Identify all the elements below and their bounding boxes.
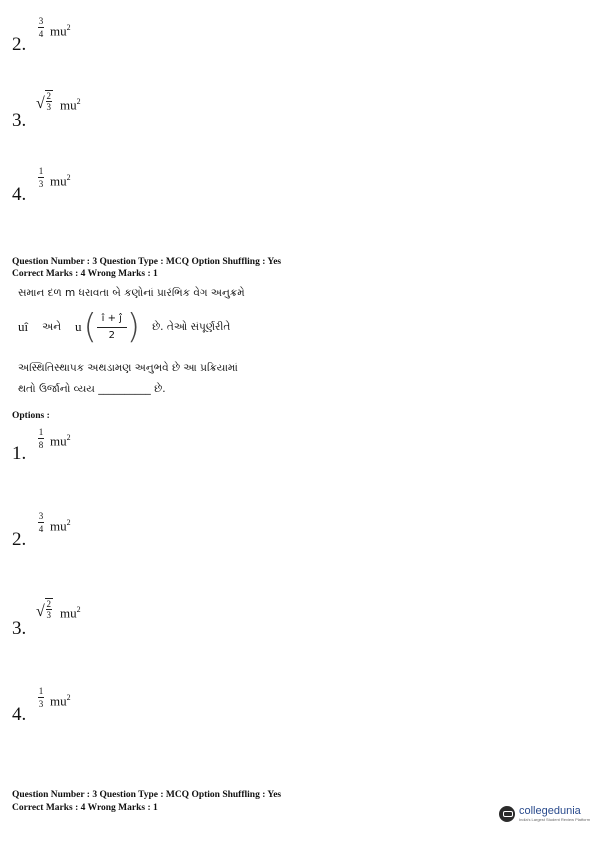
question-meta-line-2: Correct Marks : 4 Wrong Marks : 1	[12, 269, 158, 279]
velocity-u: u	[18, 319, 25, 334]
fraction	[38, 511, 44, 534]
question-meta-line-1: Question Number : 3 Question Type : MCQ Option Shuffling : Yes	[12, 257, 282, 267]
option-number: 2.	[12, 34, 27, 55]
and-word: અને	[42, 321, 62, 333]
term: mu	[50, 23, 67, 39]
power: 2	[66, 173, 71, 182]
option-number: 1.	[12, 443, 27, 464]
question-text-line-2	[18, 307, 231, 347]
next-question-meta-line-2: Correct Marks : 4 Wrong Marks : 1	[12, 803, 158, 813]
student-mascot-icon	[499, 806, 515, 822]
denominator: 3	[46, 610, 52, 620]
mu-term	[50, 173, 71, 189]
denominator: 2	[108, 329, 115, 341]
vector-fraction	[97, 313, 127, 342]
radicand	[45, 90, 53, 112]
fraction	[38, 166, 44, 189]
radical-sign: √	[36, 95, 45, 112]
term: mu	[50, 433, 67, 449]
power: 2	[66, 693, 71, 702]
unit-vector-i: î	[24, 319, 29, 334]
fraction-bar	[38, 27, 44, 28]
option-number: 3.	[12, 618, 27, 639]
term: mu	[50, 518, 67, 534]
numerator: 2	[46, 91, 52, 101]
numerator: 2	[46, 599, 52, 609]
question-text-tail: છે. તેઓ સંપૂર્ણરીતે	[152, 321, 231, 333]
denominator: 3	[46, 102, 52, 112]
term: mu	[50, 173, 67, 189]
term: mu	[50, 693, 67, 709]
option-number: 2.	[12, 529, 27, 550]
logo-tagline: India's Largest Student Review Platform	[519, 817, 591, 822]
question-text-line-1: સમાન દળ m ધરાવતા બે કણોનાં પ્રારંભિક વેગ અનુક્રમે	[18, 287, 245, 299]
fraction-bar	[97, 327, 127, 328]
radicand	[45, 598, 53, 620]
question-text-line-4: થતો ઉર્જાનો વ્યય __________ છે.	[18, 383, 166, 395]
denominator: 4	[38, 29, 44, 39]
square-root	[36, 90, 53, 112]
option-number: 4.	[12, 184, 27, 205]
fraction-bar	[38, 177, 44, 178]
power: 2	[76, 97, 81, 106]
option-number: 3.	[12, 110, 27, 131]
logo-text	[519, 805, 590, 822]
power: 2	[66, 518, 71, 527]
fraction	[38, 686, 44, 709]
numerator: 1	[38, 686, 44, 696]
fraction	[38, 427, 44, 450]
numerator: 1	[38, 427, 44, 437]
square-root	[36, 598, 53, 620]
denominator: 3	[38, 179, 44, 189]
radical-sign: √	[36, 603, 45, 620]
options-label: Options :	[12, 411, 50, 421]
mu-term	[60, 97, 81, 113]
mu-term	[50, 433, 71, 449]
denominator: 3	[38, 699, 44, 709]
option-number: 4.	[12, 704, 27, 725]
mu-term	[50, 693, 71, 709]
fraction-bar	[38, 697, 44, 698]
next-question-meta-line-1: Question Number : 3 Question Type : MCQ Option Shuffling : Yes	[12, 790, 282, 800]
fraction-bar	[38, 438, 44, 439]
power: 2	[76, 605, 81, 614]
denominator: 4	[38, 524, 44, 534]
vector-expression	[83, 307, 141, 347]
mu-term	[50, 23, 71, 39]
term: mu	[60, 605, 77, 621]
left-paren: (	[83, 307, 97, 347]
collegedunia-logo	[499, 805, 590, 822]
question-text-line-3: અસ્થિતિસ્થાપક અથડામણ અનુભવે છે આ પ્રક્રિયામાં	[18, 362, 238, 374]
numerator: 3	[38, 511, 44, 521]
velocity-u-2: u	[75, 319, 82, 334]
power: 2	[66, 433, 71, 442]
numerator: î + ĵ	[101, 312, 122, 324]
denominator: 8	[38, 440, 44, 450]
fraction-bar	[38, 522, 44, 523]
fraction	[38, 16, 44, 39]
numerator: 3	[38, 16, 44, 26]
right-paren: )	[126, 307, 141, 347]
term: mu	[60, 97, 77, 113]
logo-wordmark: collegedunia	[519, 805, 581, 817]
mu-term	[60, 605, 81, 621]
power: 2	[66, 23, 71, 32]
mu-term	[50, 518, 71, 534]
numerator: 1	[38, 166, 44, 176]
